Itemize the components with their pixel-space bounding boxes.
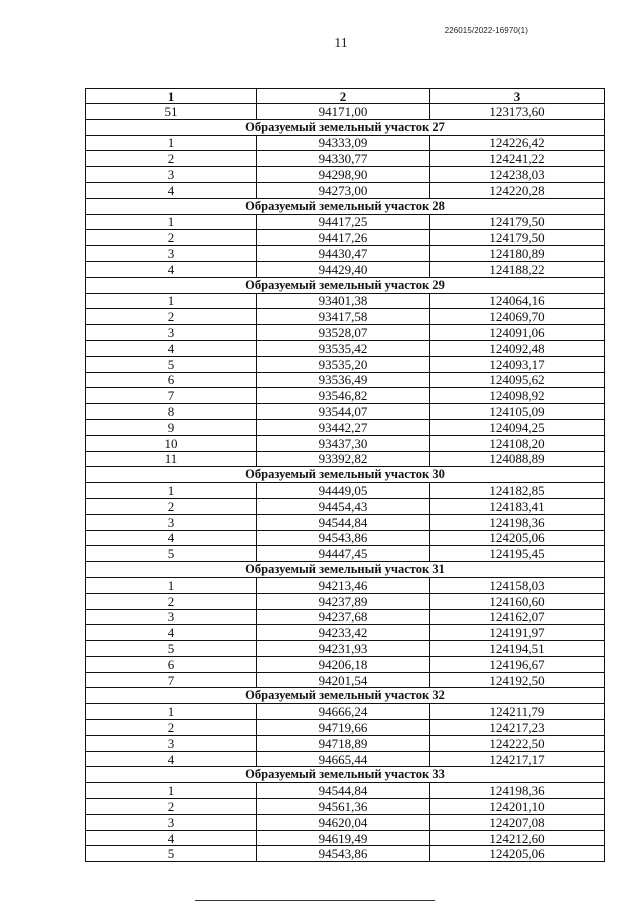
point-number-cell: 7 — [86, 672, 257, 688]
section-title: Образуемый земельный участок 32 — [86, 688, 605, 704]
point-number-cell: 3 — [86, 167, 257, 183]
table-row — [86, 498, 605, 514]
section-header-row — [86, 198, 605, 214]
x-coordinate-cell: 94237,89 — [257, 593, 430, 609]
section-header-row — [86, 277, 605, 293]
section-header-row — [86, 562, 605, 578]
x-coordinate-cell: 94543,86 — [257, 530, 430, 546]
x-coordinate-cell: 94544,84 — [257, 783, 430, 799]
table-body — [86, 104, 605, 862]
y-coordinate-cell: 124191,97 — [430, 625, 605, 641]
table-row — [86, 672, 605, 688]
x-coordinate-cell: 94718,89 — [257, 735, 430, 751]
table-row — [86, 167, 605, 183]
x-coordinate-cell: 93544,07 — [257, 404, 430, 420]
y-coordinate-cell: 124183,41 — [430, 498, 605, 514]
point-number-cell: 6 — [86, 656, 257, 672]
y-coordinate-cell: 124188,22 — [430, 261, 605, 277]
table-row — [86, 514, 605, 530]
table-row — [86, 577, 605, 593]
point-number-cell: 3 — [86, 514, 257, 530]
y-coordinate-cell: 124091,06 — [430, 325, 605, 341]
point-number-cell: 1 — [86, 577, 257, 593]
point-number-cell: 3 — [86, 814, 257, 830]
point-number-cell: 51 — [86, 104, 257, 120]
x-coordinate-cell: 94447,45 — [257, 546, 430, 562]
y-coordinate-cell: 124205,06 — [430, 846, 605, 862]
y-coordinate-cell: 124194,51 — [430, 641, 605, 657]
x-coordinate-cell: 93546,82 — [257, 388, 430, 404]
x-coordinate-cell: 94454,43 — [257, 498, 430, 514]
y-coordinate-cell: 124179,50 — [430, 214, 605, 230]
section-header-row — [86, 119, 605, 135]
point-number-cell: 2 — [86, 309, 257, 325]
x-coordinate-cell: 94206,18 — [257, 656, 430, 672]
y-coordinate-cell: 124241,22 — [430, 151, 605, 167]
table-row — [86, 246, 605, 262]
table-row — [86, 530, 605, 546]
y-coordinate-cell: 124222,50 — [430, 735, 605, 751]
x-coordinate-cell: 93392,82 — [257, 451, 430, 467]
y-coordinate-cell: 124094,25 — [430, 419, 605, 435]
table-row — [86, 325, 605, 341]
point-number-cell: 2 — [86, 498, 257, 514]
y-coordinate-cell: 124064,16 — [430, 293, 605, 309]
x-coordinate-cell: 93437,30 — [257, 435, 430, 451]
section-title: Образуемый земельный участок 30 — [86, 467, 605, 483]
section-title: Образуемый земельный участок 28 — [86, 198, 605, 214]
y-coordinate-cell: 124095,62 — [430, 372, 605, 388]
table-row — [86, 846, 605, 862]
x-coordinate-cell: 94430,47 — [257, 246, 430, 262]
x-coordinate-cell: 94417,26 — [257, 230, 430, 246]
table-row — [86, 388, 605, 404]
y-coordinate-cell: 124207,08 — [430, 814, 605, 830]
y-coordinate-cell: 124158,03 — [430, 577, 605, 593]
point-number-cell: 9 — [86, 419, 257, 435]
point-number-cell: 1 — [86, 783, 257, 799]
point-number-cell: 4 — [86, 340, 257, 356]
x-coordinate-cell: 94233,42 — [257, 625, 430, 641]
table-row — [86, 230, 605, 246]
x-coordinate-cell: 94619,49 — [257, 830, 430, 846]
y-coordinate-cell: 124211,79 — [430, 704, 605, 720]
y-coordinate-cell: 124201,10 — [430, 799, 605, 815]
x-coordinate-cell: 94330,77 — [257, 151, 430, 167]
table-row — [86, 404, 605, 420]
y-coordinate-cell: 124212,60 — [430, 830, 605, 846]
y-coordinate-cell: 124108,20 — [430, 435, 605, 451]
table-row — [86, 720, 605, 736]
x-coordinate-cell: 93442,27 — [257, 419, 430, 435]
table-row — [86, 641, 605, 657]
table-row — [86, 293, 605, 309]
table-row — [86, 546, 605, 562]
point-number-cell: 5 — [86, 546, 257, 562]
column-header: 3 — [430, 89, 605, 104]
table-row — [86, 356, 605, 372]
table-row — [86, 340, 605, 356]
point-number-cell: 1 — [86, 214, 257, 230]
y-coordinate-cell: 124238,03 — [430, 167, 605, 183]
point-number-cell: 3 — [86, 735, 257, 751]
table-row — [86, 656, 605, 672]
section-title: Образуемый земельный участок 33 — [86, 767, 605, 783]
y-coordinate-cell: 124069,70 — [430, 309, 605, 325]
table-row — [86, 799, 605, 815]
x-coordinate-cell: 94237,68 — [257, 609, 430, 625]
point-number-cell: 4 — [86, 261, 257, 277]
y-coordinate-cell: 124217,23 — [430, 720, 605, 736]
x-coordinate-cell: 94429,40 — [257, 261, 430, 277]
y-coordinate-cell: 124226,42 — [430, 135, 605, 151]
table-row — [86, 151, 605, 167]
table-row — [86, 704, 605, 720]
y-coordinate-cell: 124098,92 — [430, 388, 605, 404]
y-coordinate-cell: 124198,36 — [430, 514, 605, 530]
point-number-cell: 4 — [86, 530, 257, 546]
point-number-cell: 5 — [86, 846, 257, 862]
point-number-cell: 8 — [86, 404, 257, 420]
x-coordinate-cell: 94561,36 — [257, 799, 430, 815]
point-number-cell: 5 — [86, 356, 257, 372]
point-number-cell: 1 — [86, 704, 257, 720]
x-coordinate-cell: 94665,44 — [257, 751, 430, 767]
section-header-row — [86, 467, 605, 483]
y-coordinate-cell: 124195,45 — [430, 546, 605, 562]
x-coordinate-cell: 93528,07 — [257, 325, 430, 341]
x-coordinate-cell: 94417,25 — [257, 214, 430, 230]
point-number-cell: 2 — [86, 720, 257, 736]
x-coordinate-cell: 93536,49 — [257, 372, 430, 388]
table-header-row — [86, 89, 605, 104]
x-coordinate-cell: 94298,90 — [257, 167, 430, 183]
x-coordinate-cell: 93401,38 — [257, 293, 430, 309]
y-coordinate-cell: 124198,36 — [430, 783, 605, 799]
table-row — [86, 751, 605, 767]
table-row — [86, 309, 605, 325]
x-coordinate-cell: 94231,93 — [257, 641, 430, 657]
table-row — [86, 419, 605, 435]
y-coordinate-cell: 124220,28 — [430, 182, 605, 198]
table-row — [86, 135, 605, 151]
y-coordinate-cell: 124162,07 — [430, 609, 605, 625]
point-number-cell: 2 — [86, 799, 257, 815]
table-row — [86, 830, 605, 846]
table-row — [86, 735, 605, 751]
y-coordinate-cell: 124092,48 — [430, 340, 605, 356]
x-coordinate-cell: 94213,46 — [257, 577, 430, 593]
point-number-cell: 6 — [86, 372, 257, 388]
x-coordinate-cell: 94333,09 — [257, 135, 430, 151]
column-header: 1 — [86, 89, 257, 104]
point-number-cell: 1 — [86, 293, 257, 309]
table-row — [86, 182, 605, 198]
point-number-cell: 2 — [86, 593, 257, 609]
point-number-cell: 2 — [86, 230, 257, 246]
point-number-cell: 4 — [86, 625, 257, 641]
point-number-cell: 1 — [86, 135, 257, 151]
x-coordinate-cell: 94449,05 — [257, 483, 430, 499]
y-coordinate-cell: 124160,60 — [430, 593, 605, 609]
point-number-cell: 4 — [86, 182, 257, 198]
point-number-cell: 4 — [86, 751, 257, 767]
table-row — [86, 593, 605, 609]
point-number-cell: 1 — [86, 483, 257, 499]
document-id: 226015/2022-16970(1) — [444, 26, 528, 35]
table-row — [86, 261, 605, 277]
table-row — [86, 214, 605, 230]
y-coordinate-cell: 124205,06 — [430, 530, 605, 546]
x-coordinate-cell: 94543,86 — [257, 846, 430, 862]
table-row — [86, 435, 605, 451]
table-row — [86, 814, 605, 830]
x-coordinate-cell: 93535,42 — [257, 340, 430, 356]
x-coordinate-cell: 93417,58 — [257, 309, 430, 325]
x-coordinate-cell: 94666,24 — [257, 704, 430, 720]
point-number-cell: 3 — [86, 609, 257, 625]
section-title: Образуемый земельный участок 31 — [86, 562, 605, 578]
section-title: Образуемый земельный участок 27 — [86, 119, 605, 135]
x-coordinate-cell: 93535,20 — [257, 356, 430, 372]
table-row — [86, 783, 605, 799]
point-number-cell: 3 — [86, 325, 257, 341]
y-coordinate-cell: 124180,89 — [430, 246, 605, 262]
table-row — [86, 372, 605, 388]
x-coordinate-cell: 94171,00 — [257, 104, 430, 120]
page-number: 11 — [334, 36, 348, 51]
table-row — [86, 451, 605, 467]
coordinates-table — [85, 88, 605, 862]
table-row — [86, 104, 605, 120]
y-coordinate-cell: 124088,89 — [430, 451, 605, 467]
y-coordinate-cell: 123173,60 — [430, 104, 605, 120]
x-coordinate-cell: 94201,54 — [257, 672, 430, 688]
table-row — [86, 609, 605, 625]
section-header-row — [86, 688, 605, 704]
point-number-cell: 4 — [86, 830, 257, 846]
section-title: Образуемый земельный участок 29 — [86, 277, 605, 293]
section-header-row — [86, 767, 605, 783]
y-coordinate-cell: 124179,50 — [430, 230, 605, 246]
x-coordinate-cell: 94620,04 — [257, 814, 430, 830]
bottom-divider — [195, 900, 435, 901]
x-coordinate-cell: 94719,66 — [257, 720, 430, 736]
point-number-cell: 10 — [86, 435, 257, 451]
y-coordinate-cell: 124105,09 — [430, 404, 605, 420]
point-number-cell: 2 — [86, 151, 257, 167]
x-coordinate-cell: 94544,84 — [257, 514, 430, 530]
x-coordinate-cell: 94273,00 — [257, 182, 430, 198]
y-coordinate-cell: 124093,17 — [430, 356, 605, 372]
y-coordinate-cell: 124192,50 — [430, 672, 605, 688]
point-number-cell: 7 — [86, 388, 257, 404]
point-number-cell: 11 — [86, 451, 257, 467]
column-header: 2 — [257, 89, 430, 104]
y-coordinate-cell: 124196,67 — [430, 656, 605, 672]
table-row — [86, 483, 605, 499]
point-number-cell: 5 — [86, 641, 257, 657]
point-number-cell: 3 — [86, 246, 257, 262]
y-coordinate-cell: 124182,85 — [430, 483, 605, 499]
table-row — [86, 625, 605, 641]
y-coordinate-cell: 124217,17 — [430, 751, 605, 767]
